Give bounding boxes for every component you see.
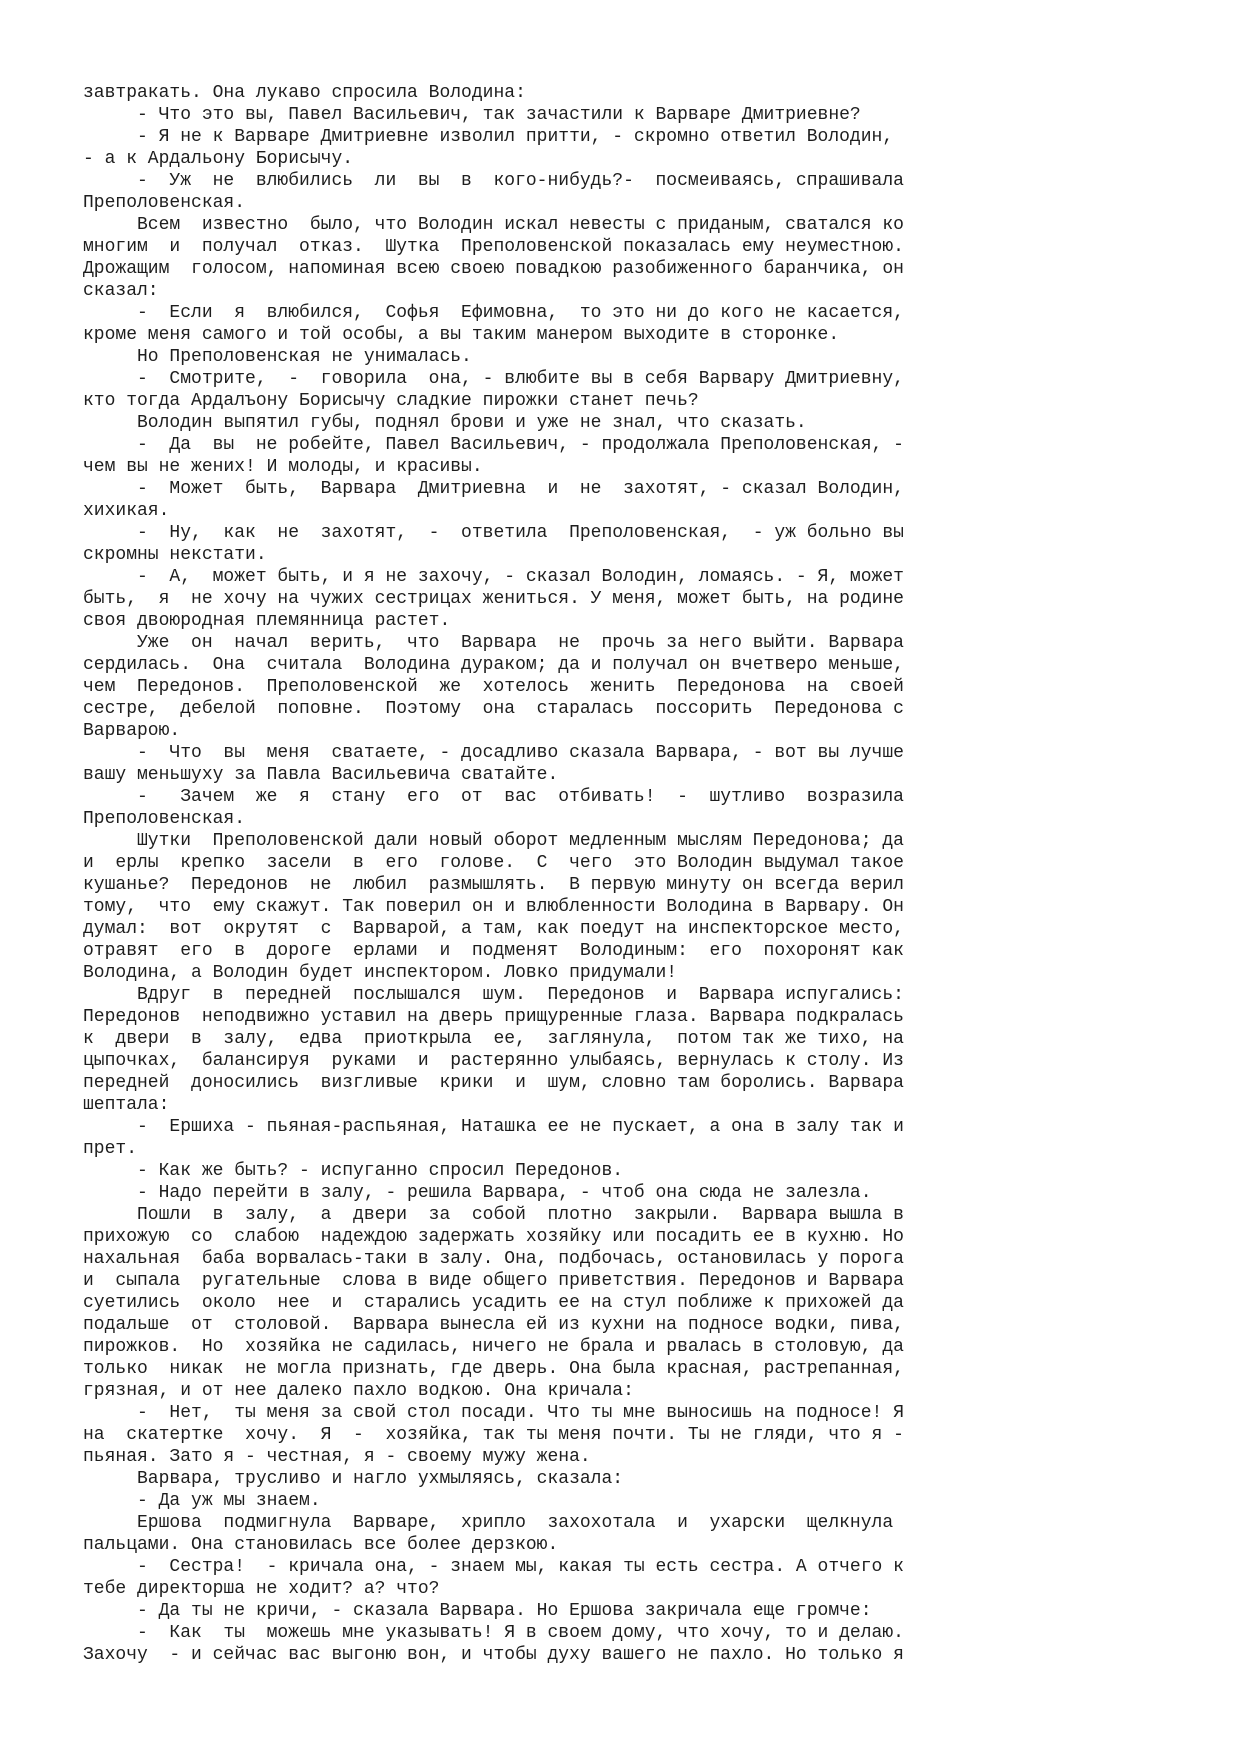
text-line: - А, может быть, и я не захочу, - сказал Володин, ломаясь. - Я, может — [83, 567, 904, 587]
text-line: Володин выпятил губы, поднял брови и уже не знал, что сказать. — [83, 413, 807, 433]
text-line: передней доносились визгливые крики и шум, словно там боролись. Варвара — [83, 1073, 904, 1093]
text-line: - Как же быть? - испуганно спросил Передонов. — [83, 1161, 624, 1181]
document-text — [83, 82, 1163, 1666]
text-line: - Нет, ты меня за свой стол посади. Что ты мне выносишь на подносе! Я — [83, 1403, 904, 1423]
text-line: - Что это вы, Павел Васильевич, так зачастили к Варваре Дмитриевне? — [83, 105, 861, 125]
text-line: думал: вот окрутят с Варварой, а там, как поедут на инспекторское место, — [83, 919, 904, 939]
text-line: прихожую со слабою надеждою задержать хозяйку или посадить ее в кухню. Но — [83, 1227, 904, 1247]
text-line: и сыпала ругательные слова в виде общего приветствия. Передонов и Варвара — [83, 1271, 904, 1291]
text-line: Уже он начал верить, что Варвара не прочь за него выйти. Варвара — [83, 633, 904, 653]
text-line: своя двоюродная племянница растет. — [83, 611, 451, 631]
text-line: сердилась. Она считала Володина дураком; да и получал он вчетверо меньше, — [83, 655, 904, 675]
text-line: Варвара, трусливо и нагло ухмыляясь, сказала: — [83, 1469, 624, 1489]
text-line: Варварою. — [83, 721, 181, 741]
text-line: - а к Ардальону Борисычу. — [83, 149, 354, 169]
text-line: цыпочках, балансируя руками и растерянно улыбаясь, вернулась к столу. Из — [83, 1051, 904, 1071]
text-line: многим и получал отказ. Шутка Преполовенской показалась ему неуместною. — [83, 237, 904, 257]
text-line: быть, я не хочу на чужих сестрицах жениться. У меня, может быть, на родине — [83, 589, 904, 609]
text-line: Шутки Преполовенской дали новый оборот медленным мыслям Передонова; да — [83, 831, 904, 851]
text-line: кроме меня самого и той особы, а вы таким манером выходите в сторонке. — [83, 325, 840, 345]
text-line: к двери в залу, едва приоткрыла ее, заглянула, потом так же тихо, на — [83, 1029, 904, 1049]
text-line: - Да ты не кричи, - сказала Варвара. Но Ершова закричала еще громче: — [83, 1601, 872, 1621]
text-line: - Уж не влюбились ли вы в кого-нибудь?- посмеиваясь, спрашивала — [83, 171, 904, 191]
text-line: скромны некстати. — [83, 545, 267, 565]
text-line: - Я не к Варваре Дмитриевне изволил притти, - скромно ответил Володин, — [83, 127, 894, 147]
text-line: тебе директорша не ходит? а? что? — [83, 1579, 440, 1599]
text-line: прет. — [83, 1139, 138, 1159]
text-line: и ерлы крепко засели в его голове. С чего это Володин выдумал такое — [83, 853, 904, 873]
text-line: завтракать. Она лукаво спросила Володина: — [83, 83, 526, 103]
text-line: чем вы не жених! И молоды, и красивы. — [83, 457, 483, 477]
text-line: грязная, и от нее далеко пахло водкою. Она кричала: — [83, 1381, 634, 1401]
text-line: - Да вы не робейте, Павел Васильевич, - продолжала Преполовенская, - — [83, 435, 904, 455]
text-line: только никак не могла признать, где дверь. Она была красная, растрепанная, — [83, 1359, 904, 1379]
text-line: суетились около нее и старались усадить ее на стул поближе к прихожей да — [83, 1293, 904, 1313]
text-line: Захочу - и сейчас вас выгоню вон, и чтобы духу вашего не пахло. Но только я — [83, 1645, 904, 1665]
text-line: - Надо перейти в залу, - решила Варвара, - чтоб она сюда не залезла. — [83, 1183, 872, 1203]
text-line: Преполовенская. — [83, 809, 246, 829]
text-line: Всем известно было, что Володин искал невесты с приданым, сватался ко — [83, 215, 904, 235]
text-line: - Если я влюбился, Софья Ефимовна, то это ни до кого не касается, — [83, 303, 904, 323]
text-line: кто тогда Ардалъону Борисычу сладкие пирожки станет печь? — [83, 391, 699, 411]
text-line: - Смотрите, - говорила она, - влюбите вы в себя Варвару Дмитриевну, — [83, 369, 904, 389]
text-line: Но Преполовенская не унималась. — [83, 347, 472, 367]
text-line: - Что вы меня сватаете, - досадливо сказала Варвара, - вот вы лучше — [83, 743, 904, 763]
text-line: пьяная. Зато я - честная, я - своему мужу жена. — [83, 1447, 591, 1467]
text-line: сказал: — [83, 281, 159, 301]
text-line: Пошли в залу, а двери за собой плотно закрыли. Варвара вышла в — [83, 1205, 904, 1225]
text-line: - Как ты можешь мне указывать! Я в своем дому, что хочу, то и делаю. — [83, 1623, 904, 1643]
text-line: подальше от столовой. Варвара вынесла ей из кухни на подносе водки, пива, — [83, 1315, 904, 1335]
text-line: на скатертке хочу. Я - хозяйка, так ты меня почти. Ты не гляди, что я - — [83, 1425, 904, 1445]
text-line: чем Передонов. Преполовенской же хотелось женить Передонова на своей — [83, 677, 904, 697]
text-line: - Зачем же я стану его от вас отбивать! - шутливо возразила — [83, 787, 904, 807]
text-line: шептала: — [83, 1095, 170, 1115]
text-line: сестре, дебелой поповне. Поэтому она старалась поссорить Передонова с — [83, 699, 904, 719]
text-line: Володина, а Володин будет инспектором. Ловко придумали! — [83, 963, 678, 983]
text-line: Ершова подмигнула Варваре, хрипло захохотала и ухарски щелкнула — [83, 1513, 894, 1533]
text-line: отравят его в дороге ерлами и подменят Володиным: его похоронят как — [83, 941, 904, 961]
text-line: кушанье? Передонов не любил размышлять. В первую минуту он всегда верил — [83, 875, 904, 895]
text-line: Дрожащим голосом, напоминая всею своею повадкою разобиженного баранчика, он — [83, 259, 904, 279]
text-line: хихикая. — [83, 501, 170, 521]
text-line: Передонов неподвижно уставил на дверь прищуренные глаза. Варвара подкралась — [83, 1007, 904, 1027]
text-line: Преполовенская. — [83, 193, 246, 213]
text-line: пальцами. Она становилась все более дерзкою. — [83, 1535, 559, 1555]
text-line: вашу меньшуху за Павла Васильевича сватайте. — [83, 765, 559, 785]
text-line: - Да уж мы знаем. — [83, 1491, 321, 1511]
text-line: тому, что ему скажут. Так поверил он и влюбленности Володина в Варвару. Он — [83, 897, 904, 917]
text-line: - Может быть, Варвара Дмитриевна и не захотят, - сказал Володин, — [83, 479, 904, 499]
text-line: пирожков. Но хозяйка не садилась, ничего не брала и рвалась в столовую, да — [83, 1337, 904, 1357]
text-line: - Сестра! - кричала она, - знаем мы, какая ты есть сестра. А отчего к — [83, 1557, 904, 1577]
text-line: - Ершиха - пьяная-распьяная, Наташка ее не пускает, а она в залу так и — [83, 1117, 904, 1137]
text-line: Вдруг в передней послышался шум. Передонов и Варвара испугались: — [83, 985, 904, 1005]
text-line: - Ну, как не захотят, - ответила Преполовенская, - уж больно вы — [83, 523, 904, 543]
text-line: нахальная баба ворвалась-таки в залу. Она, подбочась, остановилась у порога — [83, 1249, 904, 1269]
